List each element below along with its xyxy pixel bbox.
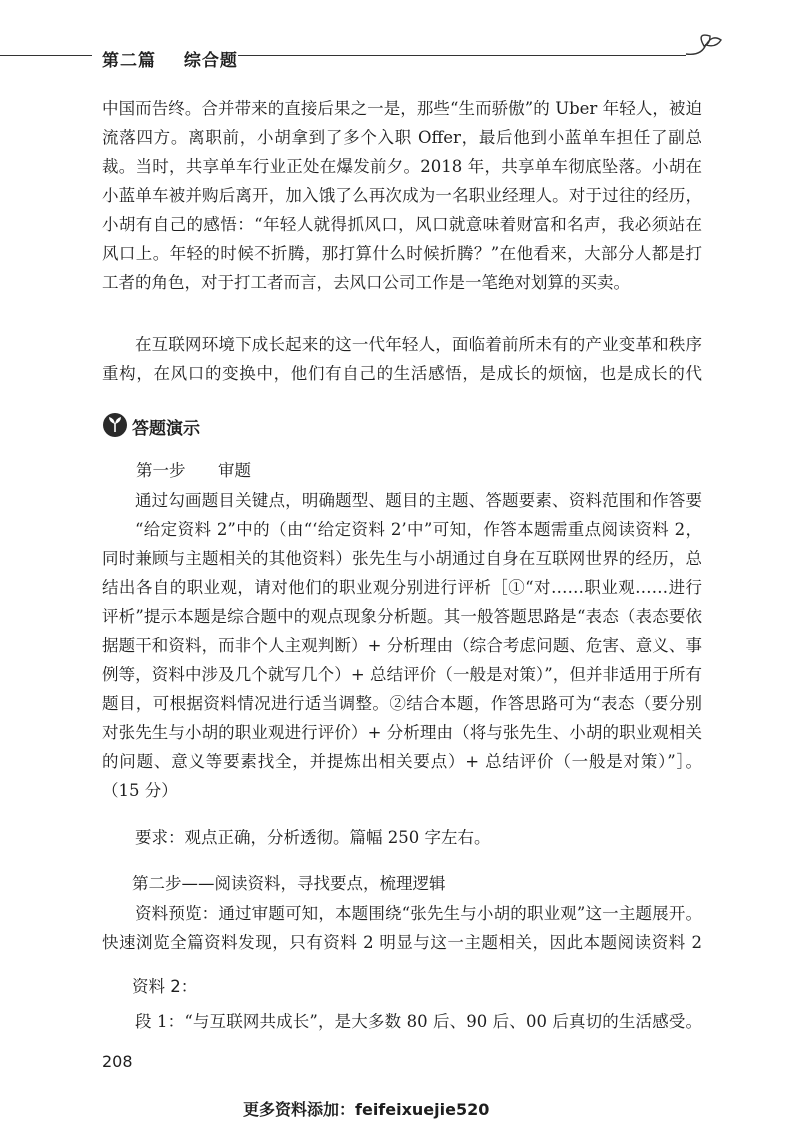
step1-label: 第一步	[136, 461, 186, 480]
step1-requirement: 要求：观点正确，分析透彻。篇幅 250 字左右。	[135, 828, 491, 847]
section-title: 答题演示	[132, 419, 200, 439]
header-rule-left	[0, 55, 92, 56]
leaf-badge-icon	[102, 412, 128, 438]
step2-heading: 第二步——阅读资料，寻找要点，梳理逻辑	[132, 874, 446, 893]
material-label: 资料 2：	[132, 977, 198, 996]
material-paragraph-1: 段 1：“与互联网共成长”，是大多数 80 后、90 后、00 后真切的生活感受。	[135, 1012, 702, 1031]
step1-heading	[136, 457, 251, 481]
body-paragraph-2: 在互联网环境下成长起来的这一代年轻人，面临着前所未有的产业变革和秩序重构，在风口的变换中，他们有自己的生活感悟，是成长的烦恼，也是成长的代	[102, 335, 702, 383]
chapter-title: 综合题	[183, 51, 238, 71]
step1-paragraph-2: “给定资料 2”中的（由“‘给定资料 2’中”可知，作答本题需重点阅读资料 2，同时兼顾与主题相关的其他资料）张先生与小胡通过自身在互联网世界的经历，总结出各自的职业观，请对他们的职业观分别进行评析［①“对……职业观……进行评析”提示本题是综合题中的观点现象分析题。其一般答题思路是“表态（表态要依据题干和资料，而非个人主观判断）+ 分析理由（综合考虑问题、危害、意义、事例等，资料中涉及几个就写几个）+ 总结评价（一般是对策）”，但并非适用于所有题目，可根据资料情况进行适当调整。②结合本题，作答思路可为“表态（要分别对张先生与小胡的职业观进行评价）+ 分析理由（将与张先生、小胡的职业观相关的问题、意义等要素找全，并提炼出相关要点）+ 总结评价（一般是对策）”］。（15 分）	[102, 520, 702, 800]
chapter-label: 第二篇	[102, 51, 156, 71]
page-number: 208	[102, 1052, 133, 1071]
step1-name: 审题	[218, 461, 251, 480]
running-header	[102, 46, 238, 71]
footer-note: 更多资料添加：feifeixuejie520	[243, 1100, 490, 1119]
step1-paragraph-1: 通过勾画题目关键点，明确题型、题目的主题、答题要素、资料范围和作答要	[135, 491, 702, 510]
sprout-icon	[684, 30, 724, 58]
body-paragraph-1: 中国而告终。合并带来的直接后果之一是，那些“生而骄傲”的 Uber 年轻人，被迫流落四方。离职前，小胡拿到了多个入职 Offer，最后他到小蓝单车担任了副总裁。当时，共享单车行业正处在爆发前夕。2018 年，共享单车彻底坠落。小胡在小蓝单车被并购后离开，加入饿了么再次成为一名职业经理人。对于过往的经历，小胡有自己的感悟：“年轻人就得抓风口，风口就意味着财富和名声，我必须站在风口上。年轻的时候不折腾，那打算什么时候折腾？”在他看来，大部分人都是打工者的角色，对于打工者而言，去风口公司工作是一笔绝对划算的买卖。	[102, 99, 702, 292]
header-rule-right	[238, 55, 686, 56]
material-preview: 资料预览：通过审题可知，本题围绕“张先生与小胡的职业观”这一主题展开。快速浏览全篇资料发现，只有资料 2 明显与这一主题相关，因此本题阅读资料 2	[102, 904, 702, 952]
